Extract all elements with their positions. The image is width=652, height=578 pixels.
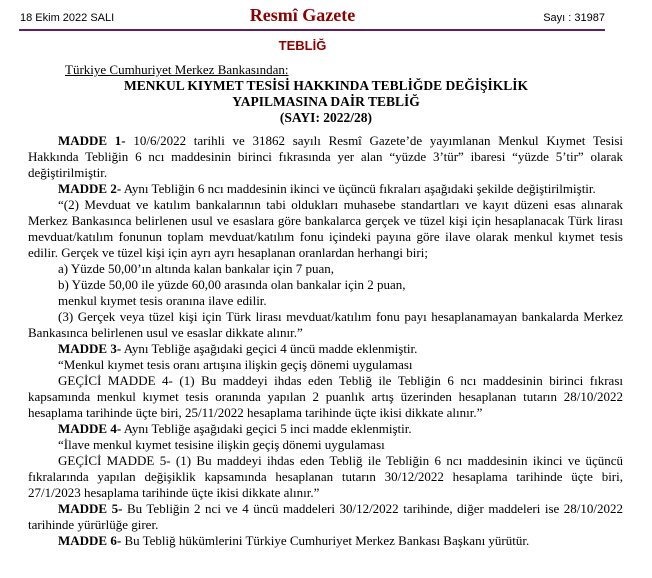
paragraph: MADDE 5- Bu Tebliğin 2 nci ve 4 üncü maddeleri 30/12/2022 tarihinde, diğer maddeleri ise 28/10/2022 tarihinde yürürlüğe girer. — [28, 501, 624, 532]
paragraph: menkul kıymet tesis oranına ilave edilir. — [58, 293, 267, 308]
section-heading-teblig: TEBLİĞ — [278, 38, 327, 53]
paragraph-lead: MADDE 6- — [58, 533, 122, 548]
document-title-line3: (SAYI: 2022/28) — [279, 110, 373, 125]
paragraph: MADDE 4- Aynı Tebliğe aşağıdaki geçici 5 inci madde eklenmiştir. — [58, 421, 412, 436]
issuing-authority: Türkiye Cumhuriyet Merkez Bankasından: — [65, 62, 289, 77]
document-title-line2: YAPILMASINA DAİR TEBLİĞ — [232, 94, 420, 109]
paragraph: GEÇİCİ MADDE 5- (1) Bu maddeyi ihdas eden Tebliğ ile Tebliğin 6 ncı maddesinin ikinci ve üçüncü fıkralarında yapılan değişiklik kapsamında hesaplanan tutarın 30/12/2022 hesaplama tarihinde üçte biri, 27/1/2023 hesaplama tarihinde üçte ikisi dikkate alınır.” — [28, 453, 623, 500]
paragraph-lead: MADDE 5- — [58, 501, 123, 516]
header-rule — [19, 29, 605, 31]
paragraph: MADDE 1- 10/6/2022 tarihli ve 31862 sayılı Resmî Gazete’de yayımlanan Menkul Kıymet Tesisi Hakkında Tebliğin 6 ncı maddesinin birinci fıkrasında yer alan “yüzde 3’tür” ibaresi “yüzde 5’tir” olarak değiştirilmiştir. — [28, 133, 623, 180]
paragraph-lead: MADDE 4- — [58, 421, 122, 436]
masthead — [0, 0, 652, 29]
paragraph: MADDE 3- Aynı Tebliğe aşağıdaki geçici 4 üncü madde eklenmiştir. — [58, 341, 418, 356]
paragraph-lead: MADDE 3- — [58, 341, 122, 356]
paragraph: “(2) Mevduat ve katılım bankalarının tabi oldukları muhasebe standartları ve kayıt düzeni esas alınarak Merkez Bankasınca belirlenen usul ve esaslara göre bankalarca gerçek ve tüzel kişi için hesaplanacak Türk lirası mevduat/katılım fonunun toplam mevduat/katılım fonu içindeki payına göre ilave olarak menkul kıymet tesis edilir. Gerçek ve tüzel kişi için ayrı ayrı hesaplanan oranlardan herhangi biri; — [28, 197, 623, 260]
paragraph: “Menkul kıymet tesis oranı artışına ilişkin geçiş dönemi uygulaması — [58, 357, 413, 372]
paragraph: b) Yüzde 50,00 ile yüzde 60,00 arasında olan bankalar için 2 puan, — [58, 277, 406, 292]
document-body — [28, 133, 623, 549]
masthead-date: 18 Ekim 2022 SALI — [20, 12, 115, 24]
paragraph-lead: MADDE 2- — [58, 181, 122, 196]
paragraph: MADDE 6- Bu Tebliğ hükümlerini Türkiye Cumhuriyet Merkez Bankası Başkanı yürütür. — [58, 533, 530, 548]
gazette-title: Resmî Gazete — [249, 5, 356, 25]
paragraph: a) Yüzde 50,00’ın altında kalan bankalar için 7 puan, — [58, 261, 335, 276]
paragraph-lead: MADDE 1- — [58, 133, 126, 148]
issue-number: Sayı : 31987 — [543, 12, 605, 24]
paragraph: GEÇİCİ MADDE 4- (1) Bu maddeyi ihdas eden Tebliğ ile Tebliğin 6 ncı maddesinin birinci fıkrası kapsamında menkul kıymet tesis oranında yapılan 2 puanlık artış üzerinden hesaplanan tutarın 28/10/2022 hesaplama tarihinde üçte biri, 25/11/2022 hesaplama tarihinde üçte ikisi dikkate alınır.” — [28, 373, 623, 420]
paragraph: MADDE 2- Aynı Tebliğin 6 ncı maddesinin ikinci ve üçüncü fıkraları aşağıdaki şekilde değiştirilmiştir. — [58, 181, 596, 196]
document-title-line1: MENKUL KIYMET TESİSİ HAKKINDA TEBLİĞDE DEĞİŞİKLİK — [124, 78, 528, 93]
paragraph: (3) Gerçek veya tüzel kişi için Türk lirası mevduat/katılım fonu payı hesaplanamayan bankalarda Merkez Bankasınca belirlenen usul ve esaslar dikkate alınır.” — [28, 309, 623, 340]
paragraph: “İlave menkul kıymet tesisine ilişkin geçiş dönemi uygulaması — [58, 437, 385, 452]
